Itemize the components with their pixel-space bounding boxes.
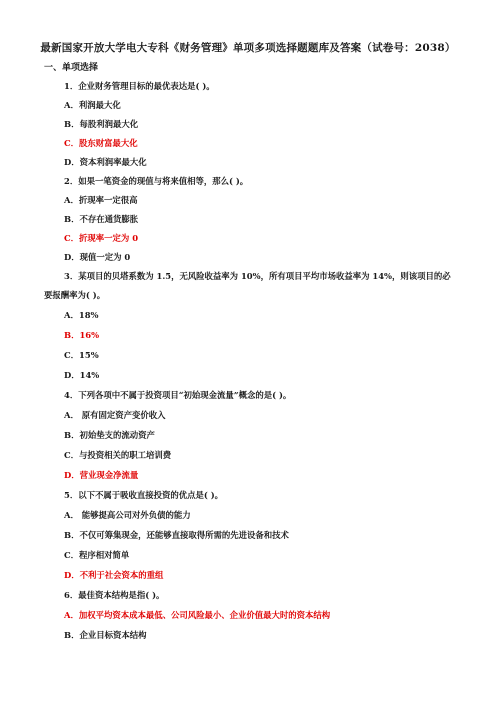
option-c: C．程序相对简单 (64, 550, 130, 560)
option-b: B．初始垫支的流动资产 (64, 430, 155, 440)
option-a-answer: A．加权平均资本成本最低、公司风险最小、企业价值最大时的资本结构 (64, 610, 331, 620)
option-a: A． 能够提高公司对外负债的能力 (64, 510, 191, 520)
question-stem: 3．某项目的贝塔系数为 1.5，无风险收益率为 10%，所有项目平均市场收益率为 14%，则该项目的必 (64, 271, 451, 281)
option-b: B．企业目标资本结构 (64, 630, 147, 640)
option-d-answer: D．不利于社会资本的重组 (64, 570, 164, 580)
option-a: A．折现率一定很高 (64, 195, 138, 205)
option-d: D．资本利润率最大化 (64, 157, 147, 167)
option-d: D．14% (64, 370, 100, 380)
document-title: 最新国家开放大学电大专科《财务管理》单项多项选择题题库及答案（试卷号：2038） (40, 42, 456, 54)
option-a: A．利润最大化 (64, 100, 121, 110)
option-a: A．18% (64, 310, 99, 320)
question-stem: 6．最佳资本结构是指( )。 (64, 590, 165, 600)
section-heading: 一、单项选择 (44, 63, 99, 73)
option-d: D．现值一定为 0 (64, 252, 131, 262)
option-c-answer: C．折现率一定为 0 (64, 233, 139, 243)
question-stem: 2．如果一笔资金的现值与将来值相等，那么( )。 (64, 176, 249, 186)
option-c: C．与投资相关的职工培训费 (64, 450, 172, 460)
option-b: B．不存在通货膨胀 (64, 214, 139, 224)
option-d-answer: D．营业现金净流量 (64, 470, 139, 480)
option-c: C．15% (64, 350, 99, 360)
option-c-answer: C．股东财富最大化 (64, 138, 138, 148)
option-b: B．每股利润最大化 (64, 119, 139, 129)
question-stem: 4．下列各项中不属于投资项目“初始现金流量”概念的是( )。 (64, 390, 292, 400)
option-b-answer: B．16% (64, 330, 100, 340)
question-stem: 5．以下不属于吸收直接投资的优点是( )。 (64, 490, 224, 500)
option-b: B．不仅可筹集现金，还能够直接取得所需的先进设备和技术 (64, 530, 289, 540)
option-a: A． 原有固定资产变价收入 (64, 410, 166, 420)
question-stem: 1．企业财务管理目标的最优表达是( )。 (64, 81, 215, 91)
question-stem-continued: 要报酬率为( )。 (44, 290, 106, 300)
